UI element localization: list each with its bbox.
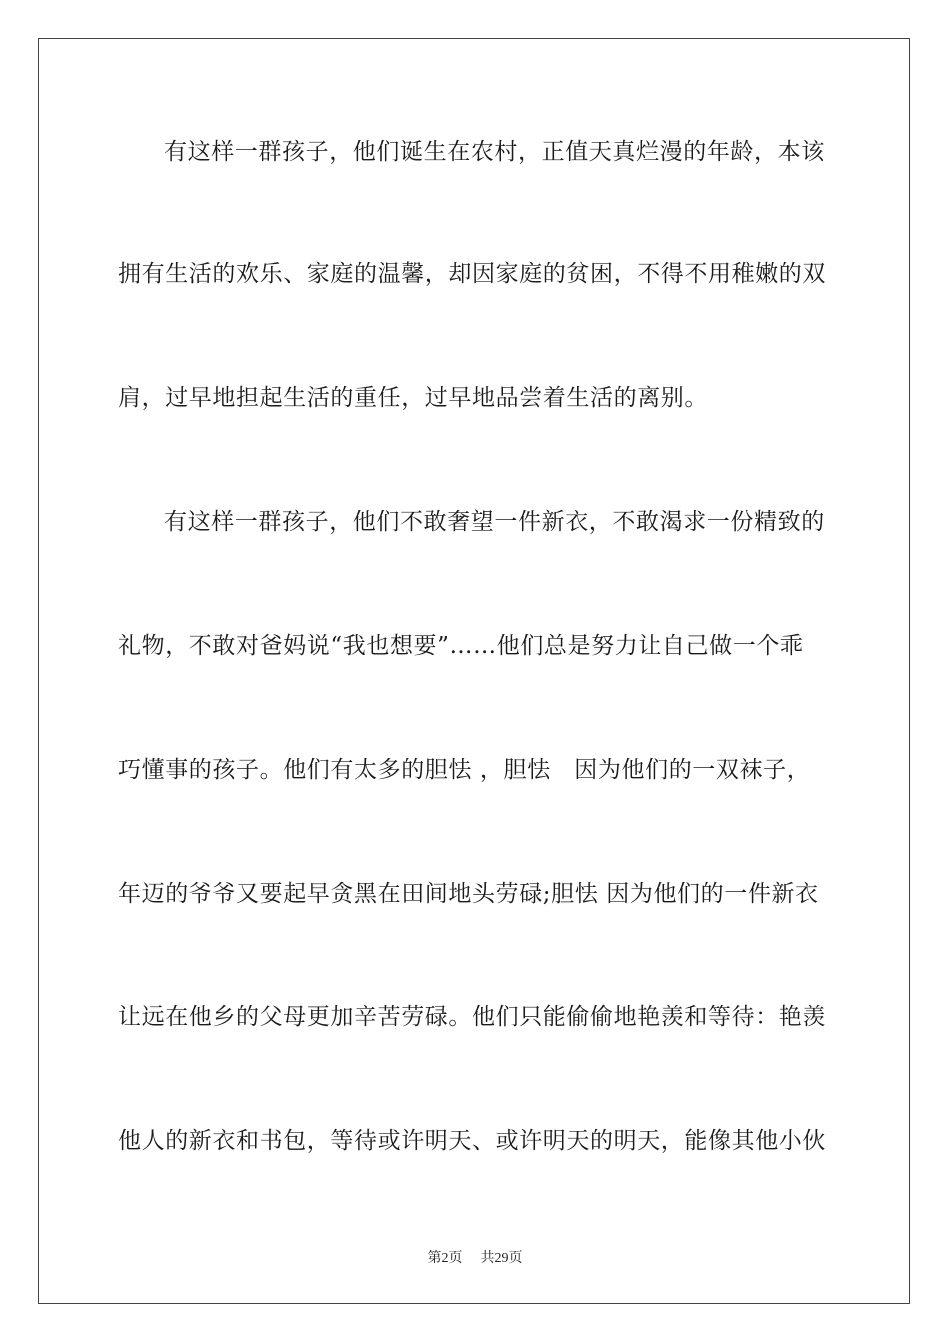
paragraph-line: 巧懂事的孩子。他们有太多的胆怯 ，胆怯 因为他们的一双袜子， [118,757,811,783]
page-footer [0,1247,950,1267]
paragraph-line: 让远在他乡的父母更加辛苦劳碌。他们只能偷偷地艳羡和等待：艳羡 [118,1004,826,1030]
paragraph-line: 年迈的爷爷又要起早贪黑在田间地头劳碌;胆怯 因为他们的一件新衣 [118,881,819,907]
paragraph-line: 肩，过早地担起生活的重任，过早地品尝着生活的离别。 [118,385,708,411]
paragraph-line: 有这样一群孩子，他们诞生在农村，正值天真烂漫的年龄，本该 [164,139,825,165]
page-border [38,38,910,1304]
paragraph-line: 有这样一群孩子，他们不敢奢望一件新衣，不敢渴求一份精致的 [164,509,825,535]
page-number-current: 第2页 [427,1251,463,1266]
paragraph-line: 礼物，不敢对爸妈说“我也想要”……他们总是努力让自己做一个乖 [118,633,804,659]
page-number-total: 共29页 [480,1251,523,1266]
paragraph-line: 他人的新衣和书包，等待或许明天、或许明天的明天，能像其他小伙 [118,1128,826,1154]
paragraph-line: 拥有生活的欢乐、家庭的温馨，却因家庭的贫困，不得不用稚嫩的双 [118,261,826,287]
